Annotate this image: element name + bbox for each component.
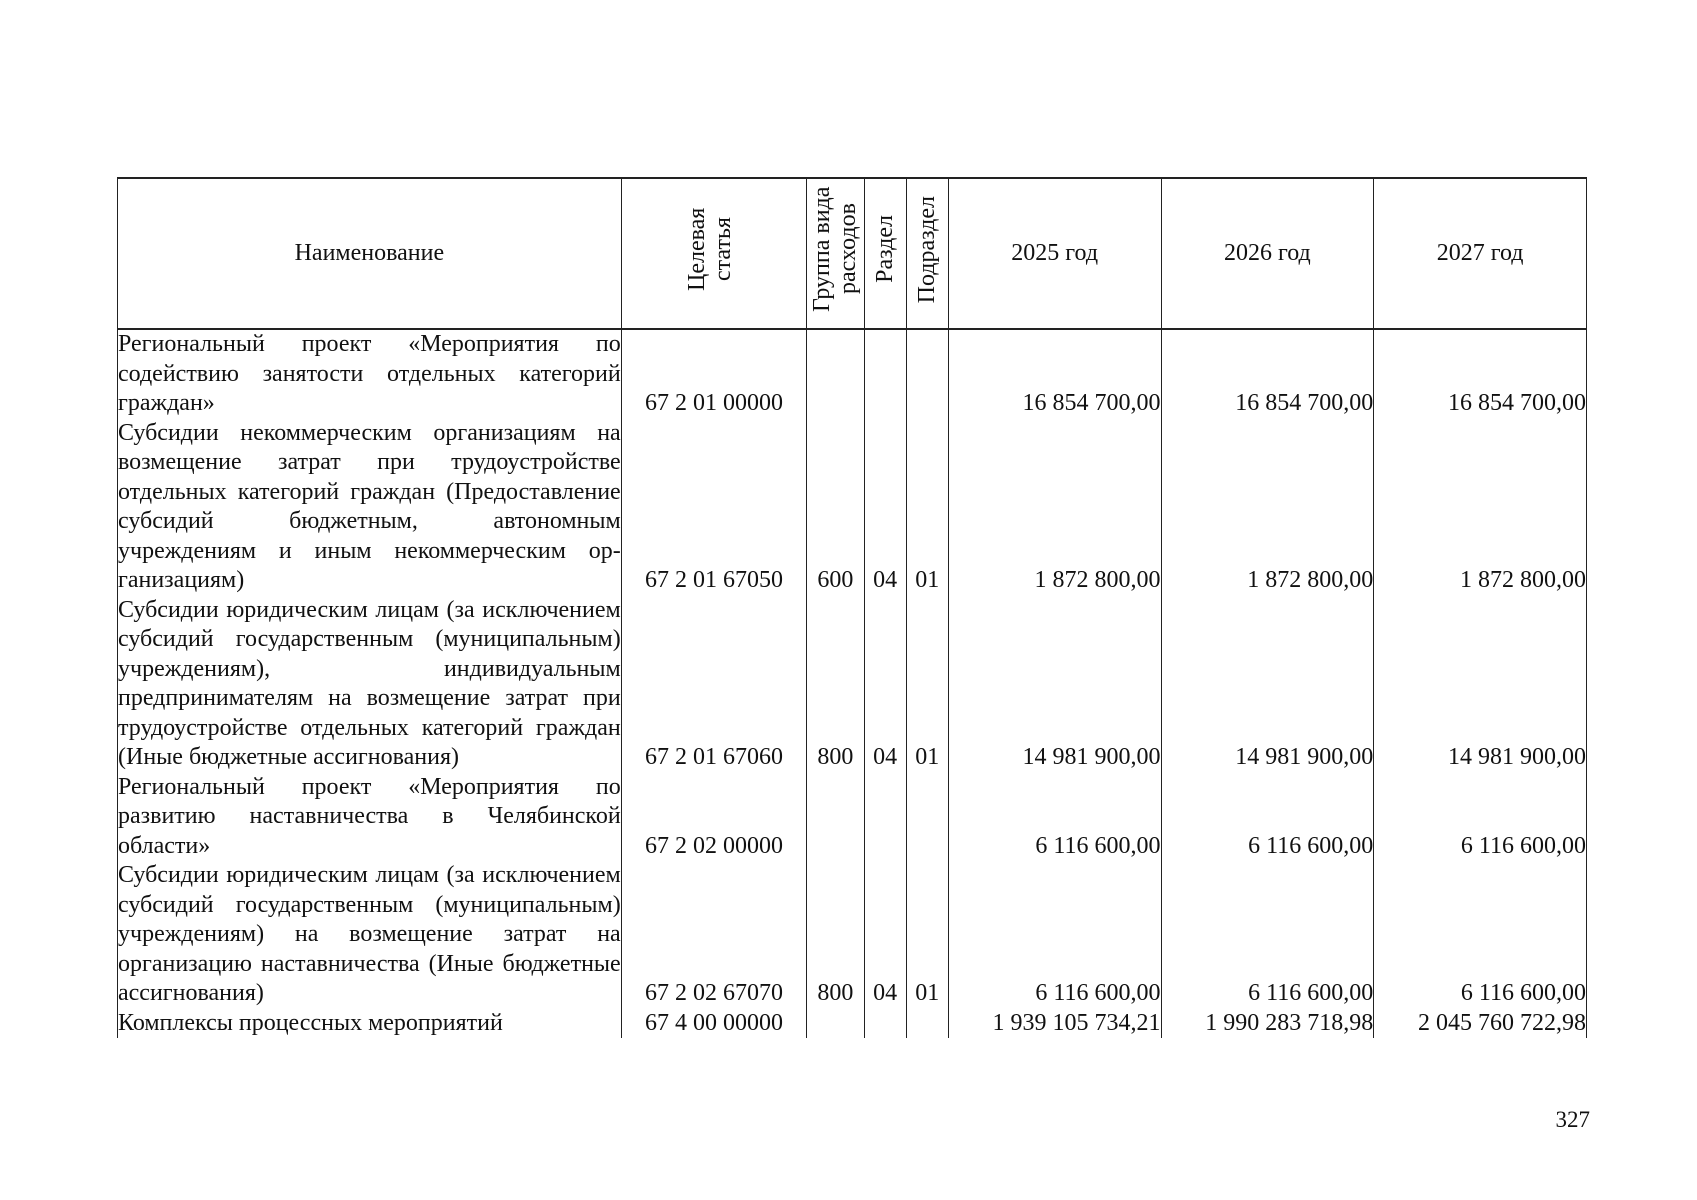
header-expense-group: Группа вида расходов (807, 178, 864, 329)
row-group (807, 773, 864, 862)
row-2027: 6 116 600,00 (1374, 773, 1587, 862)
header-name: Наименование (118, 178, 622, 329)
row-2026: 6 116 600,00 (1161, 773, 1374, 862)
row-group: 800 (807, 861, 864, 1009)
budget-table (117, 177, 1587, 1038)
table-row (118, 861, 1587, 1009)
budget-sheet (117, 177, 1587, 1038)
row-name: Региональный проект «Мероприятия по содействию занятости отдельных категорий граждан» (118, 329, 622, 419)
row-2025: 14 981 900,00 (948, 596, 1161, 773)
row-code: 67 2 02 00000 (621, 773, 807, 862)
row-2027: 14 981 900,00 (1374, 596, 1587, 773)
row-section: 04 (864, 861, 906, 1009)
row-subsection: 01 (906, 596, 948, 773)
row-2025: 6 116 600,00 (948, 861, 1161, 1009)
header-row (118, 178, 1587, 329)
row-subsection: 01 (906, 861, 948, 1009)
row-group: 800 (807, 596, 864, 773)
header-section: Раздел (864, 178, 906, 329)
row-section (864, 1009, 906, 1039)
row-section: 04 (864, 596, 906, 773)
row-2026: 14 981 900,00 (1161, 596, 1374, 773)
row-subsection: 01 (906, 419, 948, 596)
row-name: Субсидии некоммерческим организациям на возмещение затрат при трудоустройстве отдельных категорий граждан (Предоставление субсидий бюджетным, автономным учреждениям и иным некоммерческим организациям) (118, 419, 622, 596)
row-code: 67 2 01 67050 (621, 419, 807, 596)
header-year-2025: 2025 год (948, 178, 1161, 329)
row-group (807, 329, 864, 419)
row-code: 67 2 01 00000 (621, 329, 807, 419)
row-name: Субсидии юридическим лицам (за исключением субсидий государственным (муниципальным) учреждениям), индивидуальным предпринимателям на возмещение затрат при трудоустройстве отдельных категорий граждан (Иные бюджетные ассигнования) (118, 596, 622, 773)
table-row (118, 1009, 1587, 1039)
row-2026: 1 872 800,00 (1161, 419, 1374, 596)
header-year-2026: 2026 год (1161, 178, 1374, 329)
row-name: Региональный проект «Мероприятия по развитию наставничества в Челябинской области» (118, 773, 622, 862)
row-2025: 6 116 600,00 (948, 773, 1161, 862)
row-2026: 6 116 600,00 (1161, 861, 1374, 1009)
row-subsection (906, 1009, 948, 1039)
row-section (864, 329, 906, 419)
row-group (807, 1009, 864, 1039)
row-2025: 16 854 700,00 (948, 329, 1161, 419)
table-row (118, 419, 1587, 596)
row-name: Комплексы процессных мероприятий (118, 1009, 622, 1039)
row-2027: 2 045 760 722,98 (1374, 1009, 1587, 1039)
header-target-article: Целевая статья (621, 178, 807, 329)
row-subsection (906, 773, 948, 862)
row-section (864, 773, 906, 862)
header-subsection: Подраздел (906, 178, 948, 329)
row-code: 67 4 00 00000 (621, 1009, 807, 1039)
row-2026: 1 990 283 718,98 (1161, 1009, 1374, 1039)
table-row (118, 773, 1587, 862)
row-2025: 1 939 105 734,21 (948, 1009, 1161, 1039)
row-2026: 16 854 700,00 (1161, 329, 1374, 419)
row-2027: 16 854 700,00 (1374, 329, 1587, 419)
row-name: Субсидии юридическим лицам (за исключением субсидий государственным (муниципальным) учреждениям) на возмещение затрат на организацию наставничества (Иные бюджетные ассигнования) (118, 861, 622, 1009)
header-year-2027: 2027 год (1374, 178, 1587, 329)
row-code: 67 2 01 67060 (621, 596, 807, 773)
row-group: 600 (807, 419, 864, 596)
row-2025: 1 872 800,00 (948, 419, 1161, 596)
row-code: 67 2 02 67070 (621, 861, 807, 1009)
row-section: 04 (864, 419, 906, 596)
table-row (118, 596, 1587, 773)
row-2027: 6 116 600,00 (1374, 861, 1587, 1009)
row-2027: 1 872 800,00 (1374, 419, 1587, 596)
row-subsection (906, 329, 948, 419)
page-number: 327 (1555, 1107, 1590, 1132)
table-row (118, 329, 1587, 419)
